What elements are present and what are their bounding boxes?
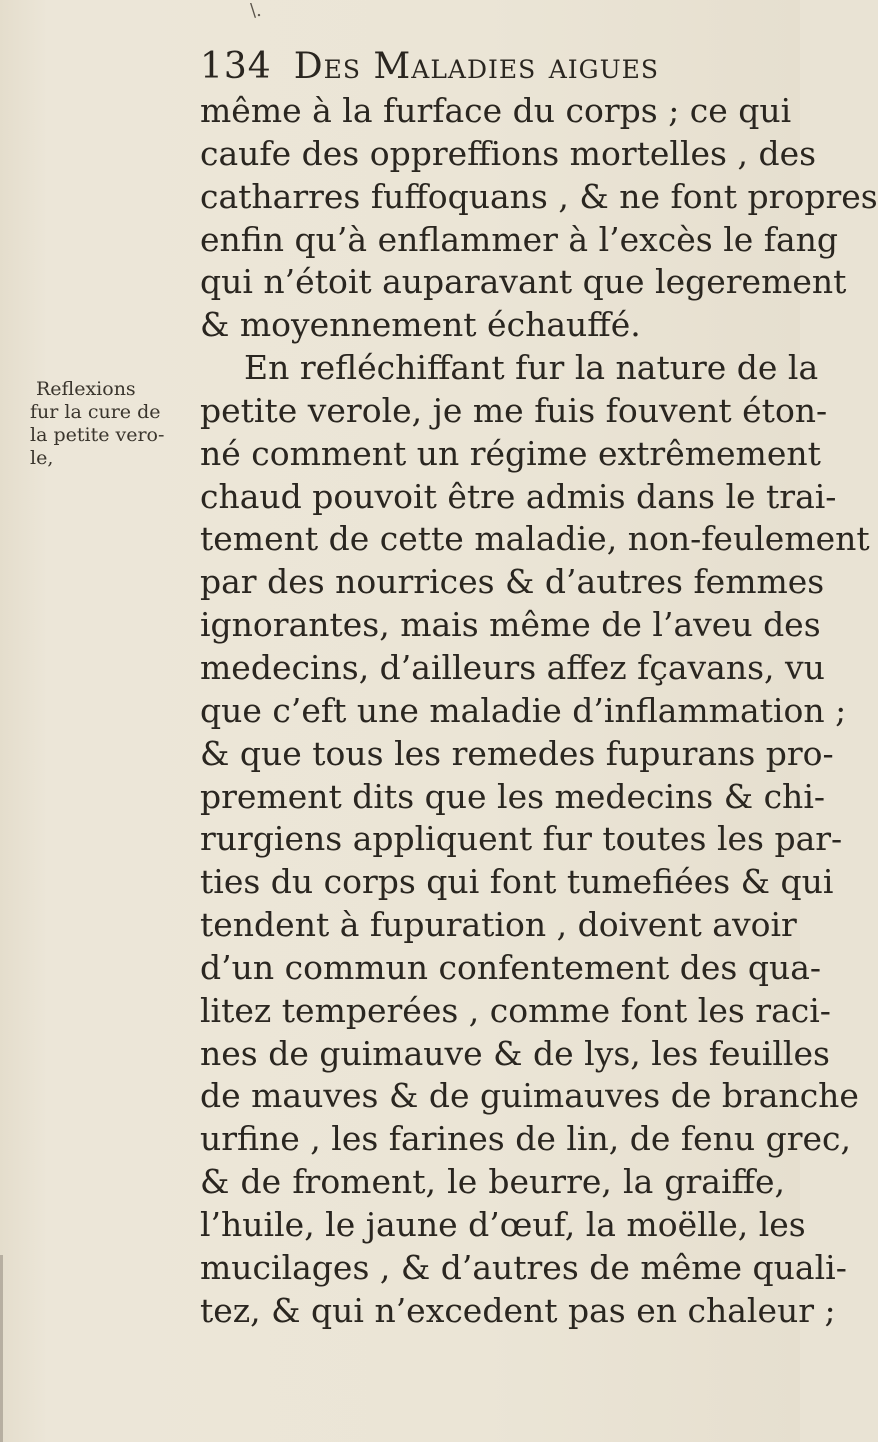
text-line: ignorantes, mais même de l’aveu des	[200, 605, 821, 645]
margin-note	[30, 378, 200, 470]
text-line: mucilages , & d’autres de même quali-	[200, 1247, 847, 1287]
text-line: & de froment, le beurre, la graiffe,	[200, 1162, 785, 1202]
text-line: En refléchiffant fur la nature de la	[244, 348, 819, 388]
text-line: l’huile, le jaune d’œuf, la moëlle, les	[200, 1204, 806, 1244]
running-title: Des Maladies aigues	[293, 46, 660, 87]
corner-mark: \.	[250, 0, 262, 21]
text-line: de mauves & de guimauves de branche	[200, 1076, 859, 1116]
text-line: enfin qu’à enflammer à l’excès le fang	[200, 219, 839, 259]
page-number: 134	[200, 46, 272, 87]
margin-note-line: la petite vero-	[30, 424, 165, 446]
text-line: medecins, d’ailleurs affez fçavans, vu	[200, 647, 825, 687]
text-line: né comment un régime extrêmement	[200, 433, 821, 473]
text-line: chaud pouvoit être admis dans le trai-	[200, 476, 837, 516]
text-line: caufe des oppreffions mortelles , des	[200, 133, 817, 173]
page-edge-shadow	[0, 1255, 3, 1442]
text-line: & moyennement échauffé.	[200, 305, 641, 345]
running-header	[200, 46, 659, 87]
text-line: tement de cette maladie, non-feulement	[200, 519, 870, 559]
text-line: prement dits que les medecins & chi-	[200, 776, 826, 816]
text-line: urfine , les farines de lin, de fenu grec,	[200, 1119, 851, 1159]
text-line: même à la furface du corps ; ce qui	[200, 91, 792, 130]
text-line: par des nourrices & d’autres femmes	[200, 562, 825, 602]
text-line: tendent à fupuration , doivent avoir	[200, 905, 797, 945]
text-line: & que tous les remedes fupurans pro-	[200, 733, 834, 773]
body-text	[200, 90, 878, 1332]
text-line: petite verole, je me fuis fouvent éton-	[200, 390, 828, 430]
text-line: catharres fuffoquans , & ne font propres	[200, 176, 878, 216]
margin-note-line: fur la cure de	[30, 401, 161, 423]
text-line: nes de guimauve & de lys, les feuilles	[200, 1033, 830, 1073]
margin-note-line: le,	[30, 447, 54, 469]
margin-note-line: Reflexions	[36, 378, 136, 400]
text-line: litez temperées , comme font les raci-	[200, 990, 831, 1030]
text-line: d’un commun confentement des qua-	[200, 947, 822, 987]
text-line: qui n’étoit auparavant que legerement	[200, 262, 847, 302]
text-line: tez, & qui n’excedent pas en chaleur ;	[200, 1290, 836, 1330]
text-line: que c’eft une maladie d’inflammation ;	[200, 690, 847, 730]
text-line: rurgiens appliquent fur toutes les par-	[200, 819, 843, 859]
text-line: ties du corps qui font tumefiées & qui	[200, 862, 834, 902]
